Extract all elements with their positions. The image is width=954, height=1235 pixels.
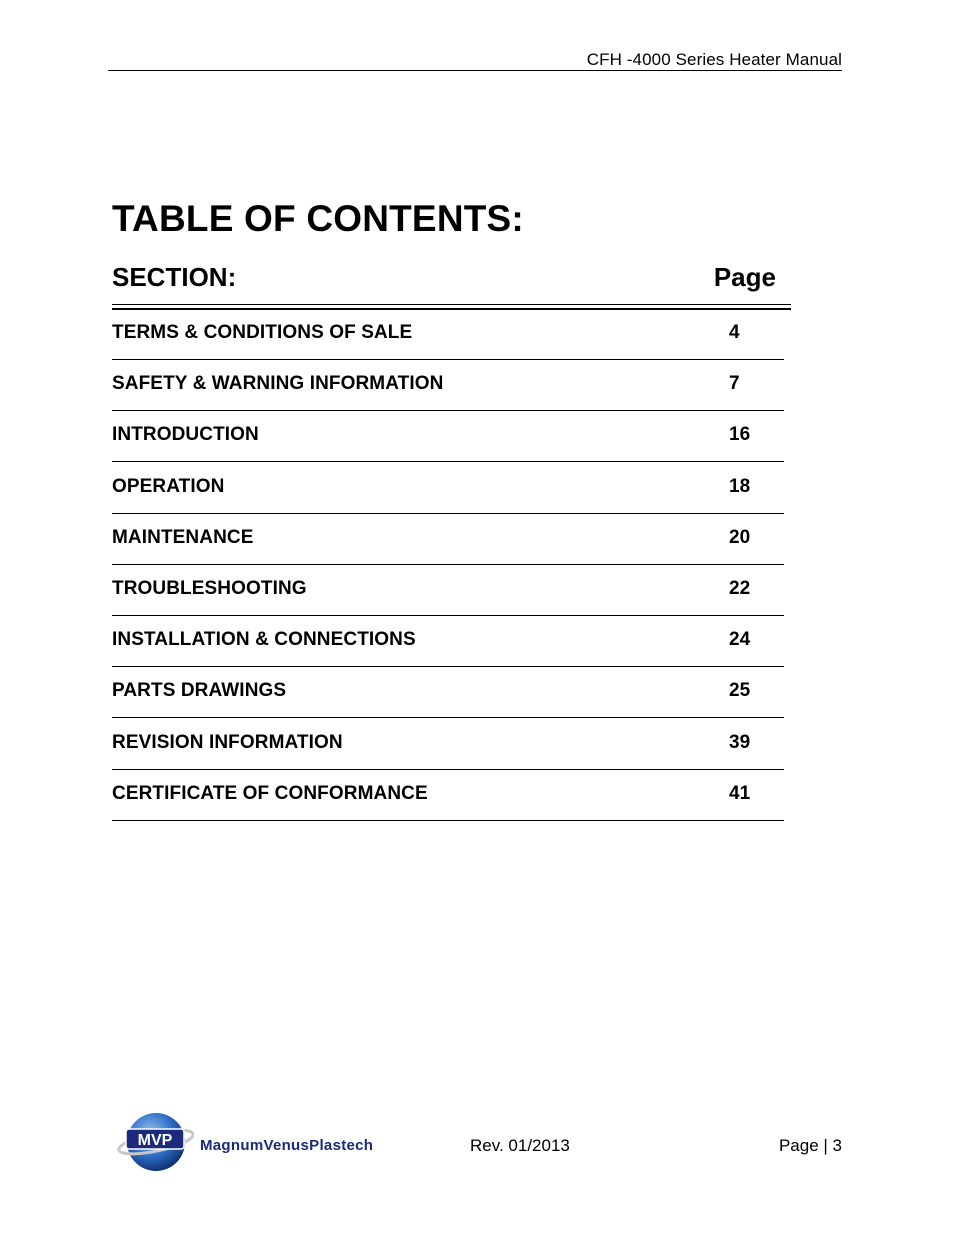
running-header	[108, 48, 842, 71]
toc-entry-page: 18	[729, 475, 751, 497]
toc-entry-name: MAINTENANCE	[112, 526, 254, 548]
toc-entry-name: INTRODUCTION	[112, 424, 259, 446]
toc-row[interactable]	[112, 771, 784, 821]
logo-mark-text: MVP	[137, 1132, 173, 1149]
page-column-label: Page	[713, 262, 776, 292]
toc-entry-page: 39	[729, 731, 751, 753]
toc-row[interactable]	[112, 720, 784, 770]
toc-entry-name: SAFETY & WARNING INFORMATION	[112, 373, 444, 395]
toc-entry-page: 7	[729, 373, 740, 395]
toc-row[interactable]	[112, 566, 784, 616]
toc-row[interactable]	[112, 668, 784, 718]
page-number: Page | 3	[778, 1136, 842, 1155]
toc-row[interactable]	[112, 515, 784, 565]
toc-column-headers	[112, 262, 790, 302]
toc-row[interactable]	[112, 310, 784, 360]
toc-entry-name: PARTS DRAWINGS	[112, 680, 287, 702]
toc-entry-page: 22	[729, 577, 751, 599]
toc-entry-page: 16	[729, 424, 751, 446]
toc-row[interactable]	[112, 464, 784, 514]
page-footer	[112, 1110, 842, 1180]
toc-list	[112, 310, 784, 822]
toc-entry-page: 20	[729, 526, 751, 548]
toc-entry-name: TERMS & CONDITIONS OF SALE	[112, 322, 413, 343]
section-column-label: SECTION:	[112, 262, 237, 292]
toc-row[interactable]	[112, 412, 784, 462]
toc-entry-name: OPERATION	[112, 475, 225, 497]
running-title: CFH -4000 Series Heater Manual	[586, 50, 842, 69]
toc-entry-page: 41	[729, 782, 751, 804]
toc-row[interactable]	[112, 617, 784, 667]
toc-row[interactable]	[112, 361, 784, 411]
company-name: MagnumVenusPlastech	[200, 1137, 374, 1154]
page-title: TABLE OF CONTENTS:	[112, 198, 524, 239]
globe-logo-icon	[116, 1110, 194, 1174]
toc-entry-name: CERTIFICATE OF CONFORMANCE	[112, 782, 428, 804]
toc-entry-name: TROUBLESHOOTING	[112, 577, 307, 599]
toc-entry-page: 25	[729, 680, 751, 702]
toc-entry-page: 24	[729, 629, 751, 651]
company-logo	[112, 1110, 412, 1174]
toc-entry-page: 4	[729, 322, 740, 343]
toc-entry-name: REVISION INFORMATION	[112, 731, 343, 753]
revision-label: Rev. 01/2013	[470, 1136, 570, 1155]
toc-entry-name: INSTALLATION & CONNECTIONS	[112, 629, 416, 651]
